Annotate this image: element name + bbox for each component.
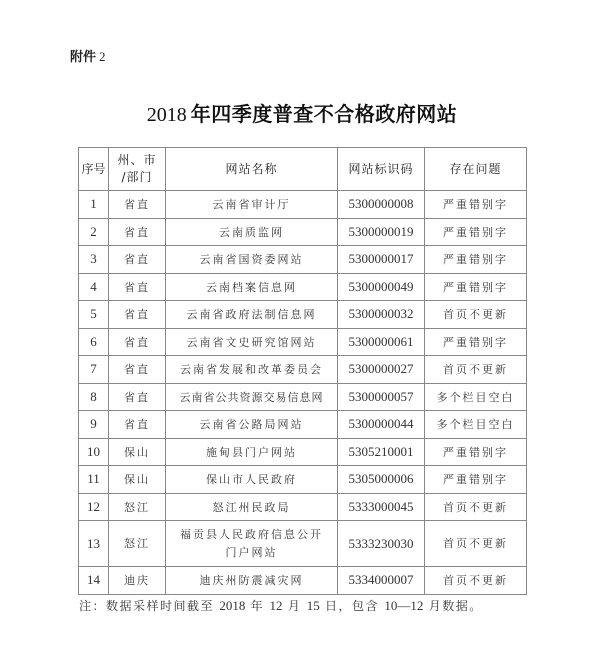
cell-site-code: 5300000032 — [338, 301, 425, 329]
cell-issue: 首页不更新 — [425, 493, 527, 521]
cell-region: 省直 — [109, 273, 166, 301]
cell-site-name: 云南省审计厅 — [166, 191, 338, 219]
table-row — [79, 466, 527, 494]
cell-seq: 3 — [79, 246, 109, 274]
cell-issue: 首页不更新 — [425, 301, 527, 329]
cell-site-code: 5333230030 — [338, 521, 425, 567]
cell-seq: 7 — [79, 356, 109, 384]
title-text: 年四季度普查不合格政府网站 — [190, 102, 458, 126]
header-issue: 存在问题 — [425, 148, 527, 191]
cell-seq: 9 — [79, 411, 109, 439]
cell-region: 省直 — [109, 218, 166, 246]
header-site-code: 网站标识码 — [338, 148, 425, 191]
cell-issue: 严重错别字 — [425, 466, 527, 494]
note-month: 12 — [269, 598, 283, 613]
note-text: 年 — [250, 599, 265, 613]
table-row — [79, 218, 527, 246]
cell-issue: 首页不更新 — [425, 521, 527, 567]
cell-issue: 首页不更新 — [425, 567, 527, 595]
table-row — [79, 438, 527, 466]
cell-region: 省直 — [109, 301, 166, 329]
cell-site-code: 5300000049 — [338, 273, 425, 301]
attachment-label — [70, 46, 106, 65]
table-row — [79, 383, 527, 411]
cell-issue: 多个栏目空白 — [425, 411, 527, 439]
attachment-text: 附件 — [70, 50, 97, 65]
cell-seq: 6 — [79, 328, 109, 356]
cell-seq: 12 — [79, 493, 109, 521]
cell-site-code: 5305210001 — [338, 438, 425, 466]
cell-site-name: 云南档案信息网 — [166, 273, 338, 301]
title-year: 2018 — [146, 104, 187, 126]
cell-seq: 13 — [79, 521, 109, 567]
cell-issue: 严重错别字 — [425, 273, 527, 301]
cell-region: 省直 — [109, 328, 166, 356]
cell-site-name: 施甸县门户网站 — [166, 438, 338, 466]
cell-issue: 严重错别字 — [425, 218, 527, 246]
header-site-name: 网站名称 — [166, 148, 338, 191]
cell-site-name: 迪庆州防震减灾网 — [166, 567, 338, 595]
cell-seq: 4 — [79, 273, 109, 301]
cell-site-name: 云南省发展和改革委员会 — [166, 356, 338, 384]
note-year: 2018 — [219, 598, 246, 613]
table-header-row — [79, 148, 527, 191]
cell-issue: 严重错别字 — [425, 191, 527, 219]
site-name-line2: 门户网站 — [225, 545, 278, 559]
cell-issue: 严重错别字 — [425, 438, 527, 466]
cell-seq: 8 — [79, 383, 109, 411]
cell-site-code: 5300000057 — [338, 383, 425, 411]
cell-seq: 14 — [79, 567, 109, 595]
cell-site-name: 云南省公共资源交易信息网 — [166, 383, 338, 411]
cell-seq: 11 — [79, 466, 109, 494]
cell-site-code: 5300000044 — [338, 411, 425, 439]
cell-site-code: 5300000017 — [338, 246, 425, 274]
cell-site-code: 5333000045 — [338, 493, 425, 521]
table-row — [79, 493, 527, 521]
site-name-line1: 福贡县人民政府信息公开 — [180, 527, 323, 541]
note-text: 日，包含 — [325, 599, 380, 613]
cell-region: 省直 — [109, 191, 166, 219]
table-row — [79, 301, 527, 329]
cell-issue: 首页不更新 — [425, 356, 527, 384]
attachment-number: 2 — [99, 49, 106, 64]
cell-region: 省直 — [109, 383, 166, 411]
table-row — [79, 273, 527, 301]
cell-site-name: 云南省文史研究馆网站 — [166, 328, 338, 356]
cell-region: 省直 — [109, 246, 166, 274]
header-region — [109, 148, 166, 191]
cell-issue: 严重错别字 — [425, 328, 527, 356]
cell-site-name: 怒江州民政局 — [166, 493, 338, 521]
table-row — [79, 521, 527, 567]
note-day: 15 — [306, 598, 320, 613]
cell-site-name — [166, 521, 338, 567]
cell-site-name: 云南省政府法制信息网 — [166, 301, 338, 329]
cell-site-name: 保山市人民政府 — [166, 466, 338, 494]
header-region-line1: 州、市 — [117, 153, 157, 167]
table-row — [79, 411, 527, 439]
table-row — [79, 356, 527, 384]
cell-region: 怒江 — [109, 493, 166, 521]
cell-region: 怒江 — [109, 521, 166, 567]
cell-site-code: 5305000006 — [338, 466, 425, 494]
table-row — [79, 246, 527, 274]
cell-seq: 5 — [79, 301, 109, 329]
note-text: 月 — [287, 599, 302, 613]
cell-site-name: 云南省国资委网站 — [166, 246, 338, 274]
document-title — [0, 98, 604, 127]
cell-site-code: 5334000007 — [338, 567, 425, 595]
cell-seq: 1 — [79, 191, 109, 219]
table-row — [79, 328, 527, 356]
note-text: 月数据。 — [428, 599, 483, 613]
cell-region: 省直 — [109, 356, 166, 384]
cell-issue: 严重错别字 — [425, 246, 527, 274]
cell-seq: 2 — [79, 218, 109, 246]
cell-seq: 10 — [79, 438, 109, 466]
cell-region: 省直 — [109, 411, 166, 439]
cell-issue: 多个栏目空白 — [425, 383, 527, 411]
noncompliant-sites-table — [78, 147, 527, 595]
table-row — [79, 191, 527, 219]
cell-site-code: 5300000008 — [338, 191, 425, 219]
cell-site-code: 5300000027 — [338, 356, 425, 384]
cell-site-code: 5300000019 — [338, 218, 425, 246]
footnote — [79, 597, 483, 614]
note-range: 10—12 — [384, 598, 424, 613]
cell-region: 保山 — [109, 466, 166, 494]
cell-site-name: 云南质监网 — [166, 218, 338, 246]
header-seq: 序号 — [79, 148, 109, 191]
header-region-line2: /部门 — [121, 170, 153, 184]
table-row — [79, 567, 527, 595]
cell-site-code: 5300000061 — [338, 328, 425, 356]
cell-region: 迪庆 — [109, 567, 166, 595]
note-prefix: 注：数据采样时间截至 — [79, 599, 215, 613]
cell-site-name: 云南省公路局网站 — [166, 411, 338, 439]
cell-region: 保山 — [109, 438, 166, 466]
